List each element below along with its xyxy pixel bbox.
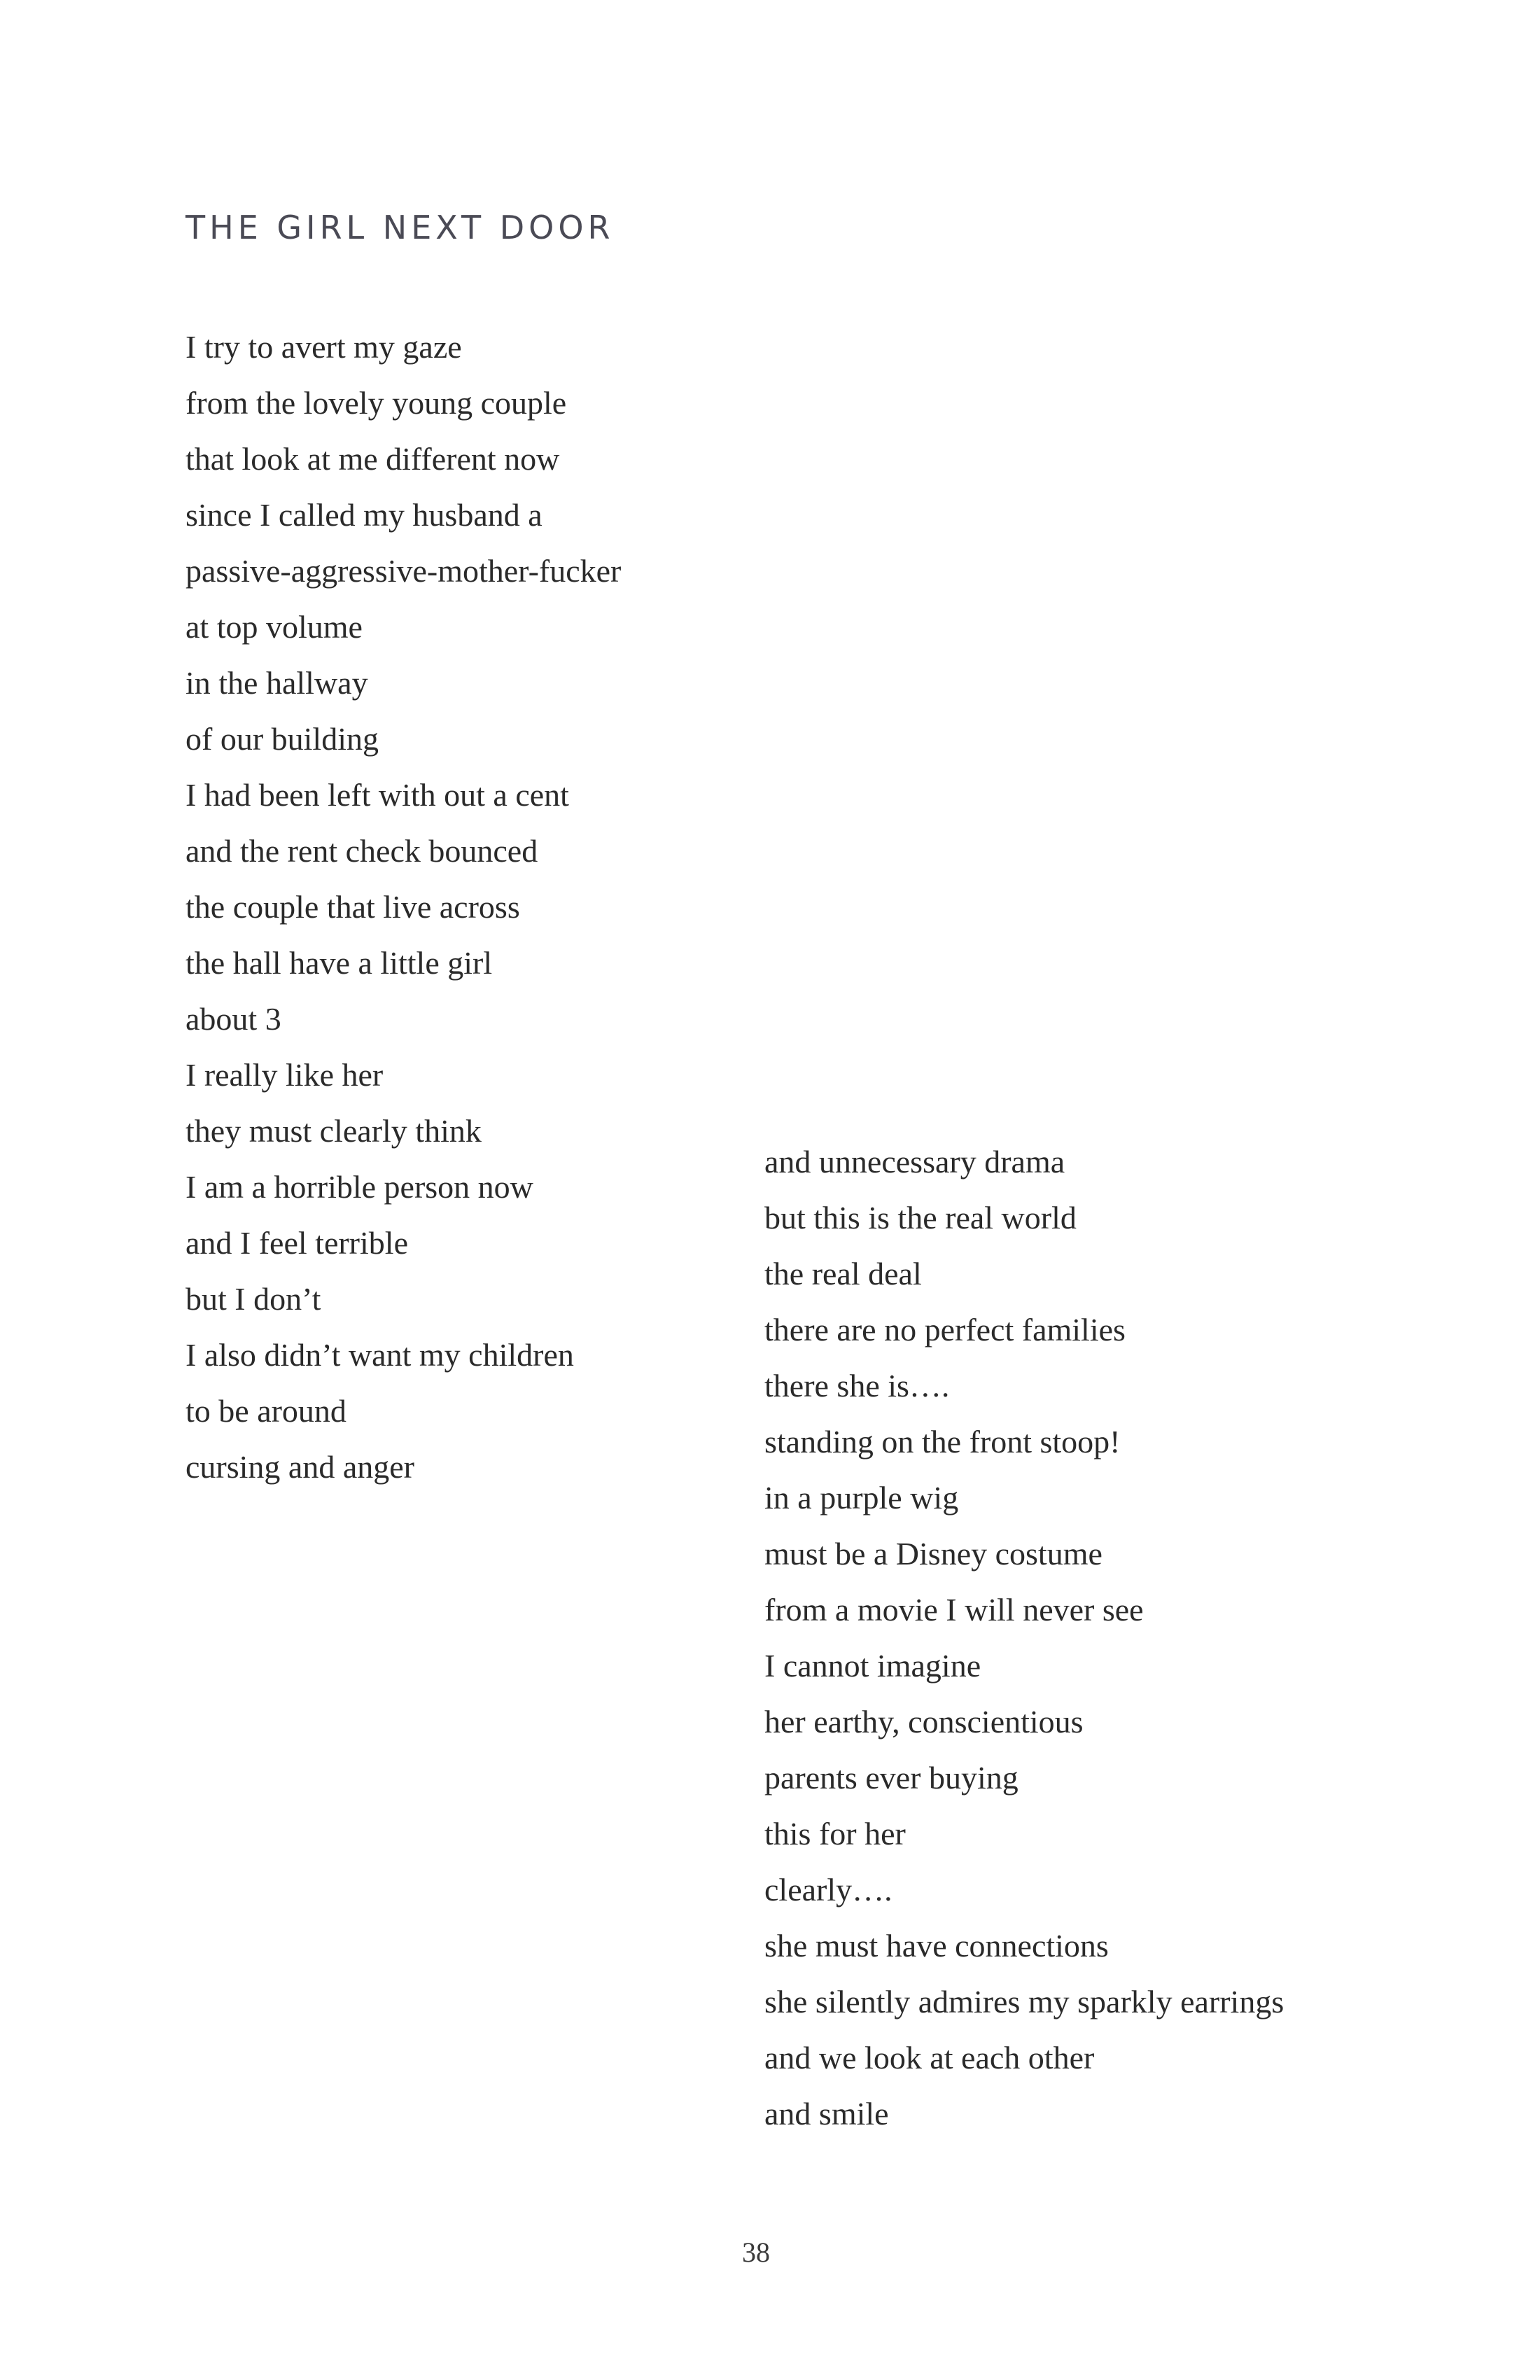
poem-line: and we look at each other: [764, 2040, 1095, 2076]
poem-line: of our building: [186, 721, 379, 757]
poem-line: in a purple wig: [764, 1480, 959, 1516]
poem-line: she silently admires my sparkly earrings: [764, 1984, 1284, 2019]
poem-line: parents ever buying: [764, 1760, 1018, 1795]
poem-line: that look at me different now: [186, 441, 560, 477]
poem-line: there she is….: [764, 1368, 950, 1404]
poem-line: standing on the front stoop!: [764, 1424, 1121, 1460]
poem-line: in the hallway: [186, 665, 368, 701]
poem-line: this for her: [764, 1816, 906, 1851]
poem-line: clearly….: [764, 1872, 892, 1907]
poem-column-left: [186, 319, 621, 1495]
poem-line: at top volume: [186, 609, 363, 645]
poem-line: since I called my husband a: [186, 497, 542, 533]
poem-line: I also didn’t want my children: [186, 1337, 574, 1373]
poem-column-right: [764, 1134, 1284, 2142]
poem-line: I am a horrible person now: [186, 1169, 533, 1205]
poem-line: must be a Disney costume: [764, 1536, 1102, 1572]
poem-title: THE GIRL NEXT DOOR: [186, 209, 615, 246]
poem-line: she must have connections: [764, 1928, 1109, 1963]
poem-line: about 3: [186, 1001, 281, 1037]
poem-line: and I feel terrible: [186, 1225, 408, 1261]
poem-line: and smile: [764, 2096, 889, 2132]
poem-line: the real deal: [764, 1256, 922, 1292]
page-number: 38: [742, 2236, 770, 2268]
poem-line: I cannot imagine: [764, 1648, 981, 1684]
poem-line: to be around: [186, 1393, 346, 1429]
poem-line: cursing and anger: [186, 1449, 414, 1485]
poem-line: I try to avert my gaze: [186, 329, 462, 365]
poem-line: from the lovely young couple: [186, 385, 567, 421]
poem-line: the couple that live across: [186, 889, 520, 925]
poem-line: passive-aggressive-mother-fucker: [186, 553, 622, 589]
poem-line: the hall have a little girl: [186, 945, 493, 981]
poem-line: I had been left with out a cent: [186, 777, 569, 813]
poem-line: from a movie I will never see: [764, 1592, 1144, 1628]
poem-line: and unnecessary drama: [764, 1144, 1065, 1180]
poem-line: there are no perfect families: [764, 1312, 1126, 1348]
poem-line: they must clearly think: [186, 1113, 482, 1149]
poem-line: but this is the real world: [764, 1200, 1077, 1236]
poem-line: I really like her: [186, 1057, 384, 1093]
poem-line: her earthy, conscientious: [764, 1704, 1084, 1740]
poem-line: but I don’t: [186, 1281, 321, 1317]
poem-line: and the rent check bounced: [186, 833, 538, 869]
